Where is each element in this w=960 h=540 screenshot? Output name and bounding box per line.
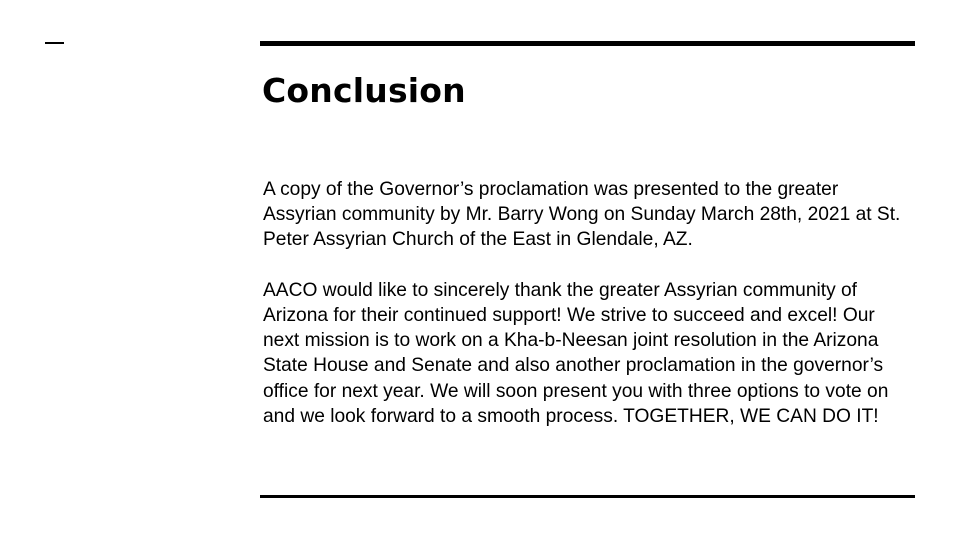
body-paragraph-1: A copy of the Governor’s proclamation was presented to the greater Assyrian community by Mr. Barry Wong on Sunday March 28th, 2021 at St. Peter Assyrian Church of the East in Glendale, AZ. bbox=[263, 179, 901, 251]
body-paragraph-2: AACO would like to sincerely thank the greater Assyrian community of Arizona for their continued support! We strive to succeed and excel! Our next mission is to work on a Kha-b-Neesan joint resolution in the Arizona State House and Senate and also another proclamation in the governor’s office for next year. We will soon present you with three options to vote on and we look forward to a smooth process. TOGETHER, WE CAN DO IT! bbox=[263, 279, 889, 427]
top-divider-rule bbox=[260, 41, 915, 46]
corner-dash-decoration bbox=[45, 42, 64, 44]
slide-title: Conclusion bbox=[262, 71, 466, 110]
bottom-divider-rule bbox=[260, 495, 915, 498]
slide-body bbox=[263, 177, 913, 429]
